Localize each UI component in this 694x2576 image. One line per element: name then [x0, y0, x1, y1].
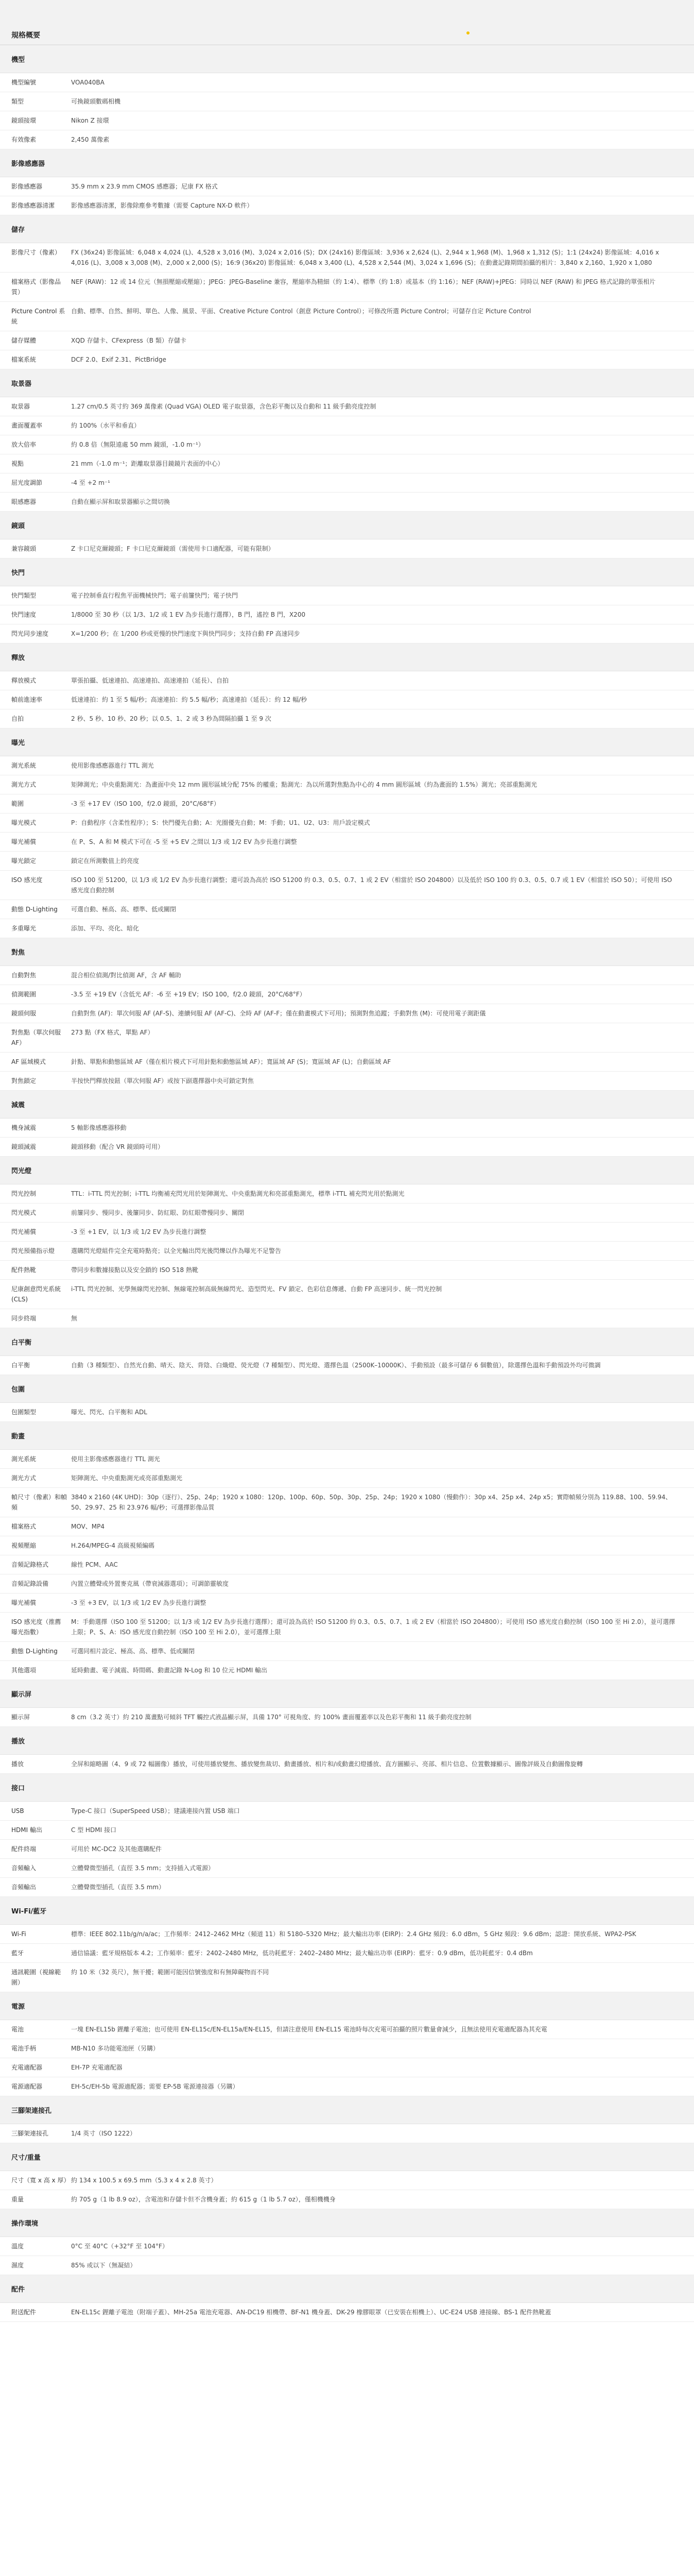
spec-value: 線性 PCM、AAC — [71, 1555, 694, 1574]
section-title: 播放 — [0, 1727, 694, 1755]
spec-row — [0, 1802, 694, 1821]
spec-label: 同步終端 — [0, 1309, 71, 1328]
spec-value: XQD 存儲卡、CFexpress（B 類）存儲卡 — [71, 331, 694, 350]
spec-label: 閃光控制 — [0, 1184, 71, 1204]
spec-value: NEF (RAW)：12 或 14 位元（無損壓縮或壓縮）；JPEG：JPEG-Baseline 兼容，壓縮率為精細（約 1:4）、標準（約 1:8）或基本（約 1:16）；NEF (RAW)+JPEG：同時以 NEF (RAW) 和 JPEG 格式記錄的單張相片 — [71, 273, 694, 302]
spec-label: 機身減震 — [0, 1118, 71, 1138]
spec-label: 釋放模式 — [0, 671, 71, 690]
spec-row — [0, 539, 694, 558]
spec-label: 曝光模式 — [0, 814, 71, 833]
spec-value: 約 10 米（32 英尺），無干擾；範圍可能因信號強度和有無障礙物而不同 — [71, 1963, 694, 1992]
spec-label: 自拍 — [0, 709, 71, 728]
spec-label: ISO 感光度（推薦曝光指數） — [0, 1613, 71, 1642]
spec-label: 充電適配器 — [0, 2058, 71, 2077]
spec-label: Wi-Fi — [0, 1925, 71, 1944]
spec-value: 可選同相片設定、極高、高、標準、低或關閉 — [71, 1642, 694, 1661]
spec-value: 1/8000 至 30 秒（以 1/3、1/2 或 1 EV 為步長進行選擇），B 門，遙控 B 門，X200 — [71, 605, 694, 624]
spec-value: Type-C 接口（SuperSpeed USB）；建議連接內置 USB 端口 — [71, 1802, 694, 1821]
section-title: 三腳架連接孔 — [0, 2096, 694, 2124]
section-title: 顯示屏 — [0, 1680, 694, 1708]
spec-row — [0, 1403, 694, 1422]
section-header — [0, 558, 694, 586]
spec-value: 立體聲微型插孔（直徑 3.5 mm；支持插入式電源） — [71, 1859, 694, 1878]
section-title: 白平衡 — [0, 1328, 694, 1356]
spec-row — [0, 586, 694, 605]
section-header — [0, 2275, 694, 2303]
spec-value: 5 軸影像感應器移動 — [71, 1118, 694, 1138]
spec-value: 2 秒、5 秒、10 秒、20 秒；以 0.5、1、2 或 3 秒為間隔拍攝 1 至 9 次 — [71, 709, 694, 728]
spec-label: 電池手柄 — [0, 2039, 71, 2058]
spec-label: 鏡頭接環 — [0, 111, 71, 130]
section-header — [0, 938, 694, 966]
section-title: 配件 — [0, 2275, 694, 2303]
spec-label: 曝光補償 — [0, 1594, 71, 1613]
spec-row — [0, 331, 694, 350]
spec-value: 2,450 萬像素 — [71, 130, 694, 149]
spec-row — [0, 302, 694, 331]
spec-label: 音頻記錄格式 — [0, 1555, 71, 1574]
spec-row — [0, 1878, 694, 1897]
spec-value: 85% 或以下（無凝結） — [71, 2256, 694, 2275]
spec-label: 偵測範圍 — [0, 985, 71, 1004]
spec-label: 快門類型 — [0, 586, 71, 605]
spec-value: 273 點（FX 格式，單點 AF） — [71, 1023, 694, 1053]
spec-row — [0, 2303, 694, 2322]
spec-value: TTL：i-TTL 閃光控制；i-TTL 均衡補充閃光用於矩陣測光、中央重點測光和亮部重點測光，標準 i-TTL 補充閃光用於點測光 — [71, 1184, 694, 1204]
spec-value: 曝光、閃光、白平衡和 ADL — [71, 1403, 694, 1422]
spec-row — [0, 1613, 694, 1642]
section-header — [0, 1328, 694, 1356]
spec-row — [0, 1023, 694, 1053]
spec-label: 檔案格式 — [0, 1517, 71, 1536]
section-header — [0, 1157, 694, 1184]
section-header — [0, 1897, 694, 1925]
section-header — [0, 369, 694, 397]
spec-value: 鎖定在所測數值上的亮度 — [71, 852, 694, 871]
spec-row — [0, 1004, 694, 1023]
section-title: 電源 — [0, 1992, 694, 2020]
spec-row — [0, 833, 694, 852]
spec-value: 矩陣測光；中央重點測光：為畫面中央 12 mm 圓形區域分配 75% 的權重；點測光：為以所選對焦點為中心的 4 mm 圓形區域（約為畫面的 1.5%）測光；亮部重點測光 — [71, 775, 694, 794]
spec-value: MB-N10 多功能電池匣（另購） — [71, 2039, 694, 2058]
spec-value: 鏡頭移動（配合 VR 鏡頭時可用） — [71, 1138, 694, 1157]
spec-label: ISO 感光度 — [0, 871, 71, 900]
spec-row — [0, 2020, 694, 2039]
spec-value: 標準：IEEE 802.11b/g/n/a/ac；工作頻率：2412–2462 MHz（頻道 11）和 5180–5320 MHz；最大輸出功率 (EIRP)：2.4 GHz 頻段：6.0 dBm，5 GHz 頻段：9.6 dBm；認證：開放系統、WPA2-PSK — [71, 1925, 694, 1944]
spec-value: 可選自動、極高、高、標準、低或關閉 — [71, 900, 694, 919]
spec-row — [0, 1223, 694, 1242]
spec-value: 帶同步和數據接點以及安全鎖的 ISO 518 熱靴 — [71, 1261, 694, 1280]
section-title: 儲存 — [0, 215, 694, 243]
spec-label: 眼感應器 — [0, 493, 71, 512]
spec-row — [0, 2190, 694, 2209]
spec-row — [0, 2237, 694, 2256]
spec-row — [0, 2039, 694, 2058]
spec-row — [0, 397, 694, 416]
spec-value: 使用主影像感應器進行 TTL 測光 — [71, 1450, 694, 1469]
spec-label: 測光方式 — [0, 775, 71, 794]
spec-value: 選購閃光燈組件完全充電時點亮；以全光輸出閃光後閃爍以作為曝光不足警告 — [71, 1242, 694, 1261]
spec-row — [0, 985, 694, 1004]
section-title: 曝光 — [0, 728, 694, 756]
section-title: 動畫 — [0, 1422, 694, 1450]
spec-value: i-TTL 閃光控制、光學無線閃光控制、無線電控制高級無線閃光、造型閃光、FV 鎖定、色彩信息傳遞、自動 FP 高速同步、統一閃光控制 — [71, 1280, 694, 1309]
spec-row — [0, 1072, 694, 1091]
spec-label: 放大倍率 — [0, 435, 71, 454]
spec-row — [0, 871, 694, 900]
spec-row — [0, 92, 694, 111]
spec-row — [0, 1138, 694, 1157]
spec-row — [0, 1356, 694, 1375]
spec-label: 閃光預備指示燈 — [0, 1242, 71, 1261]
spec-value: 自動、標準、自然、鮮明、單色、人像、風景、平面、Creative Picture Control（創意 Picture Control）；可修改所選 Picture Control；可儲存自定 Picture Control — [71, 302, 694, 331]
spec-row — [0, 1661, 694, 1680]
spec-value: 1/4 英寸（ISO 1222） — [71, 2124, 694, 2143]
spec-value: 針點、單點和動態區域 AF（僅在相片模式下可用針點和動態區域 AF）；寬區域 AF (S)；寬區域 AF (L)；自動區域 AF — [71, 1053, 694, 1072]
spec-value: 一塊 EN-EL15b 鋰離子電池；也可使用 EN-EL15c/EN-EL15a/EN-EL15，但請注意使用 EN-EL15 電池時每次充電可拍攝的照片數量會減少，且無法使用充電適配器為其充電 — [71, 2020, 694, 2039]
section-title: 操作環境 — [0, 2209, 694, 2237]
spec-row — [0, 1708, 694, 1727]
spec-value: 低速連拍：約 1 至 5 幅/秒；高速連拍：約 5.5 幅/秒；高速連拍（延長）：約 12 幅/秒 — [71, 690, 694, 709]
spec-value: FX (36x24) 影像區域：6,048 x 4,024 (L)、4,528 x 3,016 (M)、3,024 x 2,016 (S)；DX (24x16) 影像區域：3,936 x 2,624 (L)、2,944 x 1,968 (M)、1,968 x 1,312 (S)；1:1 (24x24) 影像區域：4,016 x 4,016 (L)、3,008 x 3,008 (M)、2,000 x 2,000 (S)；16:9 (36x20) 影像區域：6,048 x 3,400 (L)、4,528 x 2,544 (M)、3,024 x 1,696 (S)；在動畫記錄期間拍攝的相片：3,840 x 2,160、1,920 x 1,080 — [71, 243, 694, 273]
spec-row — [0, 852, 694, 871]
section-header — [0, 1680, 694, 1708]
spec-label: 尼康創意閃光系統 (CLS) — [0, 1280, 71, 1309]
spec-label: 類型 — [0, 92, 71, 111]
spec-label: 鏡頭伺服 — [0, 1004, 71, 1023]
spec-label: 閃光補償 — [0, 1223, 71, 1242]
spec-label: 取景器 — [0, 397, 71, 416]
spec-row — [0, 435, 694, 454]
spec-row — [0, 1053, 694, 1072]
spec-label: 電池 — [0, 2020, 71, 2039]
section-title: 影像感應器 — [0, 149, 694, 177]
section-header — [0, 1422, 694, 1450]
spec-value: P：自動程序（含柔性程序）；S：快門優先自動；A：光圈優先自動；M：手動；U1、U2、U3：用戶設定模式 — [71, 814, 694, 833]
spec-row — [0, 1309, 694, 1328]
section-title: 減震 — [0, 1091, 694, 1118]
spec-value: 影像感應器清潔，影像除塵參考數據（需要 Capture NX-D 軟件） — [71, 196, 694, 215]
spec-label: 快門速度 — [0, 605, 71, 624]
section-title: 快門 — [0, 558, 694, 586]
spec-label: 測光系統 — [0, 1450, 71, 1469]
spec-value: -3 至 +1 EV，以 1/3 或 1/2 EV 為步長進行調整 — [71, 1223, 694, 1242]
spec-label: 附送配件 — [0, 2303, 71, 2322]
spec-value: 在 P、S、A 和 M 模式下可在 -5 至 +5 EV 之間以 1/3 或 1/2 EV 為步長進行調整 — [71, 833, 694, 852]
spec-label: 通訊範圍（視線範圍） — [0, 1963, 71, 1992]
spec-value: 使用影像感應器進行 TTL 測光 — [71, 756, 694, 775]
spec-label: 三腳架連接孔 — [0, 2124, 71, 2143]
spec-label: 對焦鎖定 — [0, 1072, 71, 1091]
spec-label: USB — [0, 1802, 71, 1821]
spec-value: Nikon Z 接環 — [71, 111, 694, 130]
spec-label: 白平衡 — [0, 1356, 71, 1375]
spec-row — [0, 130, 694, 149]
spec-row — [0, 1280, 694, 1309]
spec-label: 音頻記錄設備 — [0, 1574, 71, 1594]
spec-row — [0, 1517, 694, 1536]
section-header — [0, 643, 694, 671]
spec-label: 配件終端 — [0, 1840, 71, 1859]
spec-row — [0, 775, 694, 794]
spec-row — [0, 1469, 694, 1488]
spec-label: 幀尺寸（像素）和幀頻 — [0, 1488, 71, 1517]
spec-value: ISO 100 至 51200，以 1/3 或 1/2 EV 為步長進行調整；還可設為高於 ISO 51200 約 0.3、0.5、0.7、1 或 2 EV（相當於 ISO 204800）以及低於 ISO 100 約 0.3、0.5、0.7 或 1 EV（相當於 ISO 50）；可使用 ISO 感光度自動控制 — [71, 871, 694, 900]
spec-label: 動態 D-Lighting — [0, 1642, 71, 1661]
spec-label: 藍牙 — [0, 1944, 71, 1963]
spec-label: 自動對焦 — [0, 966, 71, 985]
spec-value: 電子控制垂直行程焦平面機械快門；電子前簾快門；電子快門 — [71, 586, 694, 605]
section-title: 取景器 — [0, 369, 694, 397]
page-title: 規格概要 — [11, 31, 40, 40]
spec-value: 0°C 至 40°C（+32°F 至 104°F） — [71, 2237, 694, 2256]
spec-table — [0, 45, 694, 2322]
section-title: Wi-Fi/藍牙 — [0, 1897, 694, 1925]
spec-value: C 型 HDMI 接口 — [71, 1821, 694, 1840]
spec-row — [0, 966, 694, 985]
spec-row — [0, 1118, 694, 1138]
spec-row — [0, 1261, 694, 1280]
section-header — [0, 1727, 694, 1755]
spec-row — [0, 196, 694, 215]
spec-row — [0, 794, 694, 814]
spec-value: 延時動畫、電子減震、時間碼、動畫記錄 N-Log 和 10 位元 HDMI 輸出 — [71, 1661, 694, 1680]
spec-label: 鏡頭減震 — [0, 1138, 71, 1157]
section-header — [0, 728, 694, 756]
spec-row — [0, 624, 694, 643]
spec-row — [0, 73, 694, 92]
spec-row — [0, 2077, 694, 2096]
spec-row — [0, 111, 694, 130]
spec-value: 自動在顯示屏和取景器顯示之間切換 — [71, 493, 694, 512]
spec-row — [0, 273, 694, 302]
spec-row — [0, 1450, 694, 1469]
spec-value: 半按快門釋放按鈕（單次伺服 AF）或按下副選擇器中央可鎖定對焦 — [71, 1072, 694, 1091]
spec-label: 影像感應器 — [0, 177, 71, 196]
spec-row — [0, 243, 694, 273]
spec-row — [0, 1840, 694, 1859]
spec-label: 包圍類型 — [0, 1403, 71, 1422]
spec-value: 無 — [71, 1309, 694, 1328]
spec-label: 視頻壓縮 — [0, 1536, 71, 1555]
spec-row — [0, 1536, 694, 1555]
spec-label: 音頻輸出 — [0, 1878, 71, 1897]
spec-value: 單張拍攝、低速連拍、高速連拍、高速連拍（延長）、自拍 — [71, 671, 694, 690]
spec-label: Picture Control 系統 — [0, 302, 71, 331]
spec-value: 約 0.8 倍（無限遠處 50 mm 鏡頭，-1.0 m⁻¹） — [71, 435, 694, 454]
spec-value: 約 100%（水平和垂直） — [71, 416, 694, 435]
section-header — [0, 149, 694, 177]
accent-dot — [466, 31, 470, 35]
spec-value: EH-5c/EH-5b 電源適配器；需要 EP-5B 電源連接器（另購） — [71, 2077, 694, 2096]
spec-label: 溫度 — [0, 2237, 71, 2256]
spec-label: 其他選項 — [0, 1661, 71, 1680]
spec-value: -4 至 +2 m⁻¹ — [71, 473, 694, 493]
spec-row — [0, 1821, 694, 1840]
section-header — [0, 1774, 694, 1802]
spec-label: 顯示屏 — [0, 1708, 71, 1727]
spec-value: MOV、MP4 — [71, 1517, 694, 1536]
spec-row — [0, 1204, 694, 1223]
section-title: 接口 — [0, 1774, 694, 1802]
spec-label: 電源適配器 — [0, 2077, 71, 2096]
spec-value: 立體聲微型插孔（直徑 3.5 mm） — [71, 1878, 694, 1897]
spec-row — [0, 919, 694, 938]
section-header — [0, 215, 694, 243]
spec-value: 混合相位偵測/對比偵測 AF，含 AF 輔助 — [71, 966, 694, 985]
spec-row — [0, 709, 694, 728]
spec-value: Z 卡口尼克爾鏡頭；F 卡口尼克爾鏡頭（需使用卡口適配器，可能有限制） — [71, 539, 694, 558]
section-header — [0, 1992, 694, 2020]
spec-row — [0, 690, 694, 709]
section-header — [0, 512, 694, 539]
spec-value: 8 cm（3.2 英寸）約 210 萬畫點可傾斜 TFT 觸控式液晶顯示屏，具備 170° 可視角度、約 100% 畫面覆蓋率以及色彩平衡和 11 級手動亮度控制 — [71, 1708, 694, 1727]
spec-label: 閃光模式 — [0, 1204, 71, 1223]
spec-value: 添加、平均、亮化、暗化 — [71, 919, 694, 938]
spec-row — [0, 671, 694, 690]
spec-row — [0, 900, 694, 919]
spec-label: 檔案系統 — [0, 350, 71, 369]
spec-value: 約 705 g（1 lb 8.9 oz），含電池和存儲卡但不含機身蓋；約 615 g（1 lb 5.7 oz），僅相機機身 — [71, 2190, 694, 2209]
spec-row — [0, 2058, 694, 2077]
spec-value: 35.9 mm x 23.9 mm CMOS 感應器；尼康 FX 格式 — [71, 177, 694, 196]
spec-value: H.264/MPEG-4 高級視頻編碼 — [71, 1536, 694, 1555]
spec-label: HDMI 輸出 — [0, 1821, 71, 1840]
spec-row — [0, 2124, 694, 2143]
section-title: 尺寸/重量 — [0, 2143, 694, 2171]
spec-row — [0, 756, 694, 775]
spec-value: M：手動選擇（ISO 100 至 51200；以 1/3 或 1/2 EV 為步長進行選擇）；還可設為高於 ISO 51200 約 0.3、0.5、0.7、1 或 2 EV（相當於 ISO 204800）；可使用 ISO 感光度自動控制（ISO 100 至 Hi 2.0），並可選擇上限；P、S、A：ISO 感光度自動控制（ISO 100 至 Hi 2.0），並可選擇上限 — [71, 1613, 694, 1642]
spec-label: 配件熱靴 — [0, 1261, 71, 1280]
spec-value: 自動對焦 (AF)：單次伺服 AF (AF-S)、連續伺服 AF (AF-C)、全時 AF (AF-F；僅在動畫模式下可用)；預測對焦追蹤；手動對焦 (M)：可使用電子測距儀 — [71, 1004, 694, 1023]
spec-value: 前簾同步、慢同步、後簾同步、防紅眼、防紅眼帶慢同步、關閉 — [71, 1204, 694, 1223]
spec-label: 屈光度調節 — [0, 473, 71, 493]
spec-row — [0, 1184, 694, 1204]
spec-value: 內置立體聲或外置麥克風（帶衰減器選項）；可調節靈敏度 — [71, 1574, 694, 1594]
spec-row — [0, 1574, 694, 1594]
spec-row — [0, 1963, 694, 1992]
spec-value: 通信協議：藍牙規格版本 4.2；工作頻率：藍牙：2402–2480 MHz，低功耗藍牙：2402–2480 MHz；最大輸出功率 (EIRP)：藍牙：0.9 dBm，低功耗藍牙：0.4 dBm — [71, 1944, 694, 1963]
section-header — [0, 1375, 694, 1403]
spec-row — [0, 1555, 694, 1574]
spec-value: 3840 x 2160 (4K UHD)：30p（逐行）、25p、24p；1920 x 1080：120p、100p、60p、50p、30p、25p、24p；1920 x 1080（慢動作）：30p x4、25p x4、24p x5；實際幀頻分別為 119.88、100、59.94、50、29.97、25 和 23.976 幅/秒；可選擇影像品質 — [71, 1488, 694, 1517]
spec-value: EN-EL15c 鋰離子電池（附端子蓋）、MH-25a 電池充電器、AN-DC19 相機帶、BF-N1 機身蓋、DK-29 橡膠眼罩（已安裝在相機上）、UC-E24 USB 連接線、BS-1 配件熱靴蓋 — [71, 2303, 694, 2322]
spec-label: 播放 — [0, 1755, 71, 1774]
spec-label: 影像感應器清潔 — [0, 196, 71, 215]
section-title: 釋放 — [0, 643, 694, 671]
spec-label: 兼容鏡頭 — [0, 539, 71, 558]
section-title: 對焦 — [0, 938, 694, 966]
spec-value: 可用於 MC-DC2 及其他選購配件 — [71, 1840, 694, 1859]
spec-table-body — [0, 45, 694, 2322]
spec-value: 矩陣測光、中央重點測光或亮部重點測光 — [71, 1469, 694, 1488]
spec-value: EH-7P 充電適配器 — [71, 2058, 694, 2077]
section-header — [0, 2096, 694, 2124]
spec-row — [0, 2256, 694, 2275]
spec-value: 全屏和縮略圖（4、9 或 72 幅圖像）播放，可使用播放變焦、播放變焦裁切、動畫播放、相片和/或動畫幻燈播放、直方圖顯示、亮部、相片信息、位置數據顯示、圖像評級及自動圖像旋轉 — [71, 1755, 694, 1774]
spec-row — [0, 1242, 694, 1261]
spec-value: -3 至 +17 EV（ISO 100，f/2.0 鏡頭，20°C/68°F） — [71, 794, 694, 814]
spec-label: 尺寸（寬 x 高 x 厚） — [0, 2171, 71, 2190]
spec-label: 曝光鎖定 — [0, 852, 71, 871]
spec-label: 濕度 — [0, 2256, 71, 2275]
spec-label: 重量 — [0, 2190, 71, 2209]
page-header — [0, 0, 694, 45]
spec-row — [0, 1925, 694, 1944]
spec-row — [0, 1944, 694, 1963]
spec-label: 動態 D-Lighting — [0, 900, 71, 919]
spec-row — [0, 350, 694, 369]
spec-row — [0, 814, 694, 833]
spec-row — [0, 1859, 694, 1878]
spec-value: 1.27 cm/0.5 英寸約 369 萬像素 (Quad VGA) OLED 電子取景器，含色彩平衡以及自動和 11 級手動亮度控制 — [71, 397, 694, 416]
spec-label: 幀前進速率 — [0, 690, 71, 709]
spec-row — [0, 454, 694, 473]
spec-label: 閃光同步速度 — [0, 624, 71, 643]
section-header — [0, 45, 694, 73]
spec-row — [0, 1488, 694, 1517]
spec-value: X=1/200 秒；在 1/200 秒或更慢的快門速度下與快門同步；支持自動 FP 高速同步 — [71, 624, 694, 643]
spec-row — [0, 1594, 694, 1613]
spec-row — [0, 1642, 694, 1661]
spec-label: 視點 — [0, 454, 71, 473]
spec-label: 儲存媒體 — [0, 331, 71, 350]
spec-label: 機型編號 — [0, 73, 71, 92]
spec-row — [0, 177, 694, 196]
spec-label: 影像尺寸（像素） — [0, 243, 71, 273]
spec-value: 21 mm（-1.0 m⁻¹；距離取景器目鏡鏡片表面的中心） — [71, 454, 694, 473]
section-header — [0, 1091, 694, 1118]
spec-label: 音頻輸入 — [0, 1859, 71, 1878]
section-title: 鏡頭 — [0, 512, 694, 539]
section-header — [0, 2143, 694, 2171]
spec-label: 範圍 — [0, 794, 71, 814]
spec-row — [0, 605, 694, 624]
spec-label: 有效像素 — [0, 130, 71, 149]
spec-label: 測光方式 — [0, 1469, 71, 1488]
spec-label: 多重曝光 — [0, 919, 71, 938]
section-title: 閃光燈 — [0, 1157, 694, 1184]
spec-row — [0, 493, 694, 512]
spec-label: 測光系統 — [0, 756, 71, 775]
spec-row — [0, 1755, 694, 1774]
spec-value: -3.5 至 +19 EV（含低光 AF：-6 至 +19 EV；ISO 100，f/2.0 鏡頭，20°C/68°F） — [71, 985, 694, 1004]
spec-value: DCF 2.0、Exif 2.31、PictBridge — [71, 350, 694, 369]
spec-value: VOA040BA — [71, 73, 694, 92]
spec-label: 對焦點（單次伺服 AF） — [0, 1023, 71, 1053]
spec-row — [0, 2171, 694, 2190]
spec-label: 檔案格式（影像品質） — [0, 273, 71, 302]
spec-value: -3 至 +3 EV，以 1/3 或 1/2 EV 為步長進行調整 — [71, 1594, 694, 1613]
spec-row — [0, 416, 694, 435]
spec-row — [0, 473, 694, 493]
spec-value: 自動（3 種類型）、自然光自動、晴天、陰天、背陰、白熾燈、熒光燈（7 種類型）、閃光燈、選擇色溫（2500K–10000K）、手動預設（最多可儲存 6 個數值），除選擇色溫和手動預設外均可微調 — [71, 1356, 694, 1375]
section-header — [0, 2209, 694, 2237]
section-title: 機型 — [0, 45, 694, 73]
section-title: 包圍 — [0, 1375, 694, 1403]
spec-label: 畫面覆蓋率 — [0, 416, 71, 435]
spec-value: 約 134 x 100.5 x 69.5 mm（5.3 x 4 x 2.8 英寸） — [71, 2171, 694, 2190]
spec-label: AF 區域模式 — [0, 1053, 71, 1072]
spec-label: 曝光補償 — [0, 833, 71, 852]
spec-value: 可換鏡頭數碼相機 — [71, 92, 694, 111]
